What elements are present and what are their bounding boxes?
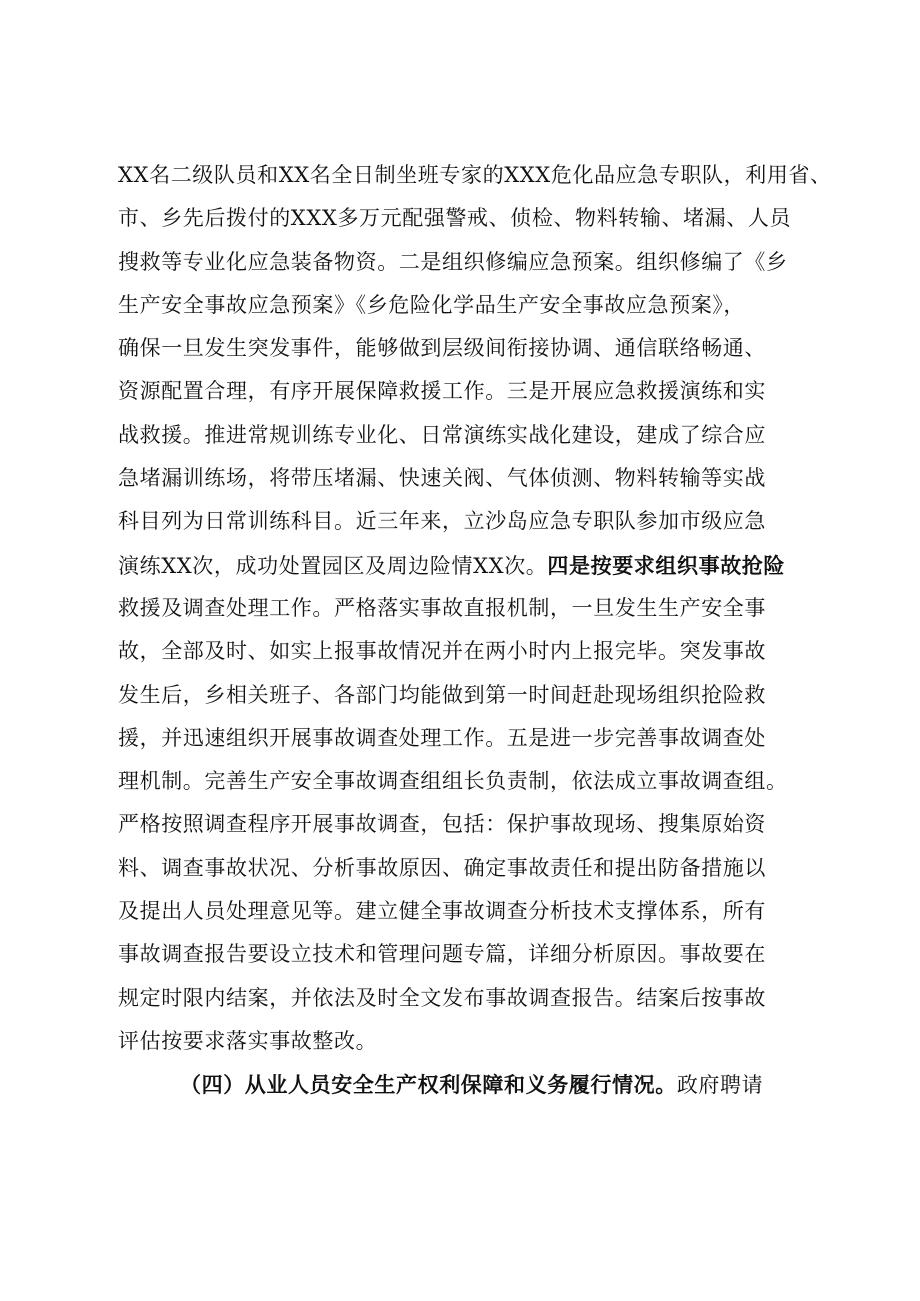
paragraph-line: 生产安全事故应急预案》《乡危险化学品生产安全事故应急预案》，	[118, 292, 745, 317]
line-text: 政府聘请	[676, 1073, 764, 1098]
paragraph-line: 故，全部及时、如实上报事故情况并在两小时内上报完毕。突发事故	[118, 639, 766, 664]
paragraph-line: 急堵漏训练场，将带压堵漏、快速关阀、气体侦测、物料转输等实战	[118, 466, 766, 491]
section-heading-line	[118, 1063, 838, 1106]
section-heading: （四）从业人员安全生产权利保障和义务履行情况。	[180, 1072, 677, 1098]
paragraph-line: 资源配置合理，有序开展保障救援工作。三是开展应急救援演练和实	[118, 379, 766, 404]
paragraph-line: 发生后，乡相关班子、各部门均能做到第一时间赶赴现场组织抢险救	[118, 682, 766, 707]
paragraph-line: 确保一旦发生突发事件，能够做到层级间衔接协调、通信联络畅通、	[118, 336, 766, 361]
paragraph-line: 战救援。推进常规训练专业化、日常演练实战化建设，建成了综合应	[118, 422, 766, 447]
document-body	[118, 154, 838, 1107]
paragraph-line: 料、调查事故状况、分析事故原因、确定事故责任和提出防备措施以	[118, 855, 766, 880]
bold-phrase: 四是按要求组织事故抢险	[547, 552, 786, 578]
paragraph-line: 理机制。完善生产安全事故调查组组长负责制，依法成立事故调查组。	[118, 769, 788, 794]
paragraph-line: 评估按要求落实事故整改。	[118, 1028, 378, 1053]
paragraph-line: 援，并迅速组织开展事故调查处理工作。五是进一步完善事故调查处	[118, 725, 766, 750]
paragraph-line: 救援及调查处理工作。严格落实事故直报机制，一旦发生生产安全事	[118, 595, 766, 620]
paragraph-line: 严格按照调查程序开展事故调查，包括：保护事故现场、搜集原始资	[118, 812, 766, 837]
paragraph-line: 及提出人员处理意见等。建立健全事故调查分析技术支撑体系，所有	[118, 899, 766, 924]
line-text: 演练XX次，成功处置园区及周边险情XX次。	[118, 553, 548, 578]
paragraph-line: 事故调查报告要设立技术和管理问题专篇，详细分析原因。事故要在	[118, 942, 766, 967]
paragraph-line: 科目列为日常训练科目。近三年来，立沙岛应急专职队参加市级应急	[118, 509, 766, 534]
paragraph-line: 规定时限内结案，并依法及时全文发布事故调查报告。结案后按事故	[118, 985, 766, 1010]
paragraph-line: 市、乡先后拨付的XXX多万元配强警戒、侦检、物料转输、堵漏、人员	[118, 206, 792, 231]
paragraph-line: 搜救等专业化应急装备物资。二是组织修编应急预案。组织修编了《乡	[118, 249, 788, 274]
paragraph-line	[118, 544, 838, 587]
paragraph-line: XX名二级队员和XX名全日制坐班专家的XXX危化品应急专职队，利用省、	[118, 163, 832, 187]
